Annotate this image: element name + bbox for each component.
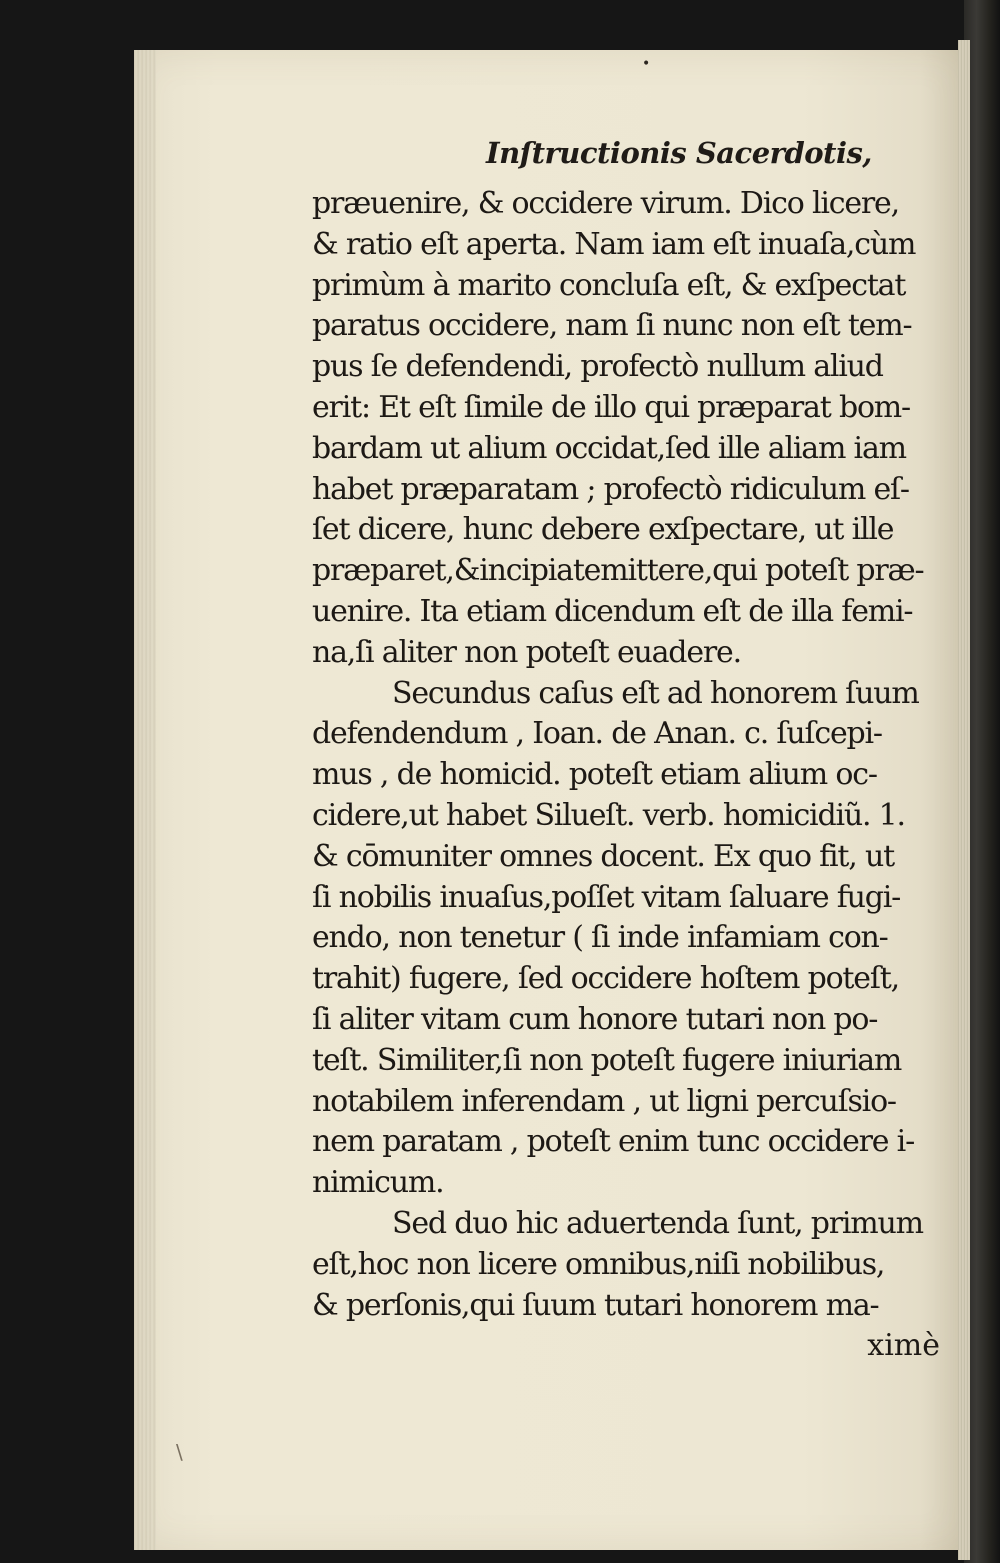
text-line: nem paratam , poteſt enim tunc occidere i- <box>312 1124 915 1160</box>
text-line: paratus occidere, nam ſi nunc non eſt tem- <box>312 308 912 344</box>
text-line: pus ſe defendendi, profectò nullum aliud <box>312 349 883 385</box>
running-head: Inſtructionis Sacerdotis, <box>486 136 872 170</box>
printer-ornament: • <box>642 56 651 72</box>
text-line: ſi aliter vitam cum honore tutari non po- <box>312 1001 878 1037</box>
body-text <box>312 184 962 1367</box>
text-line: bardam ut alium occidat,ſed ille aliam iam <box>312 430 906 466</box>
text-line: defendendum , Ioan. de Anan. c. ſuſcepi- <box>312 716 882 752</box>
text-line: erit: Et eſt ſimile de illo qui præparat bom- <box>312 389 910 425</box>
text-line: ſi nobilis inuaſus,poſſet vitam ſaluare fugi- <box>312 879 901 915</box>
text-line: teſt. Similiter,ſi non poteſt fugere iniuriam <box>312 1042 902 1078</box>
text-line: uenire. Ita etiam dicendum eſt de illa femi- <box>312 593 913 629</box>
text-line: na,ſi aliter non poteſt euadere. <box>312 634 741 670</box>
text-line: & perſonis,qui ſuum tutari honorem ma- <box>312 1287 879 1323</box>
text-line: præuenire, & occidere virum. Dico licere, <box>312 186 899 221</box>
text-line: ſet dicere, hunc debere exſpectare, ut ille <box>312 512 894 548</box>
catchword: ximè <box>867 1328 940 1364</box>
text-line: præparet,&incipiatemittere,qui poteſt præ- <box>312 553 924 589</box>
text-line: & ratio eſt aperta. Nam iam eſt inuaſa,cùm <box>312 226 916 262</box>
text-line: endo, non tenetur ( ſi inde infamiam con- <box>312 920 888 956</box>
text-line: habet præparatam ; profectò ridiculum eſ- <box>312 471 909 507</box>
text-line: nimicum. <box>312 1165 444 1201</box>
text-line: mus , de homicid. poteſt etiam alium oc- <box>312 757 877 793</box>
text-line: primùm à marito concluſa eſt, & exſpectat <box>312 267 906 303</box>
text-line: cidere,ut habet Silueſt. verb. homicidiũ. 1. <box>312 797 905 833</box>
page-edge-left <box>134 50 156 1550</box>
text-line: trahit) fugere, ſed occidere hoſtem poteſt, <box>312 961 899 997</box>
paragraph-start-line: Sed duo hic aduertenda ſunt, primum <box>392 1205 923 1241</box>
text-line: & cōmuniter omnes docent. Ex quo fit, ut <box>312 838 894 874</box>
paragraph-start-line: Secundus caſus eſt ad honorem ſuum <box>392 675 919 711</box>
paper-blemish: \ <box>176 1440 183 1464</box>
text-line: notabilem inferendam , ut ligni percuſsio- <box>312 1083 896 1119</box>
text-line: eſt,hoc non licere omnibus,niſi nobilibus, <box>312 1246 885 1282</box>
